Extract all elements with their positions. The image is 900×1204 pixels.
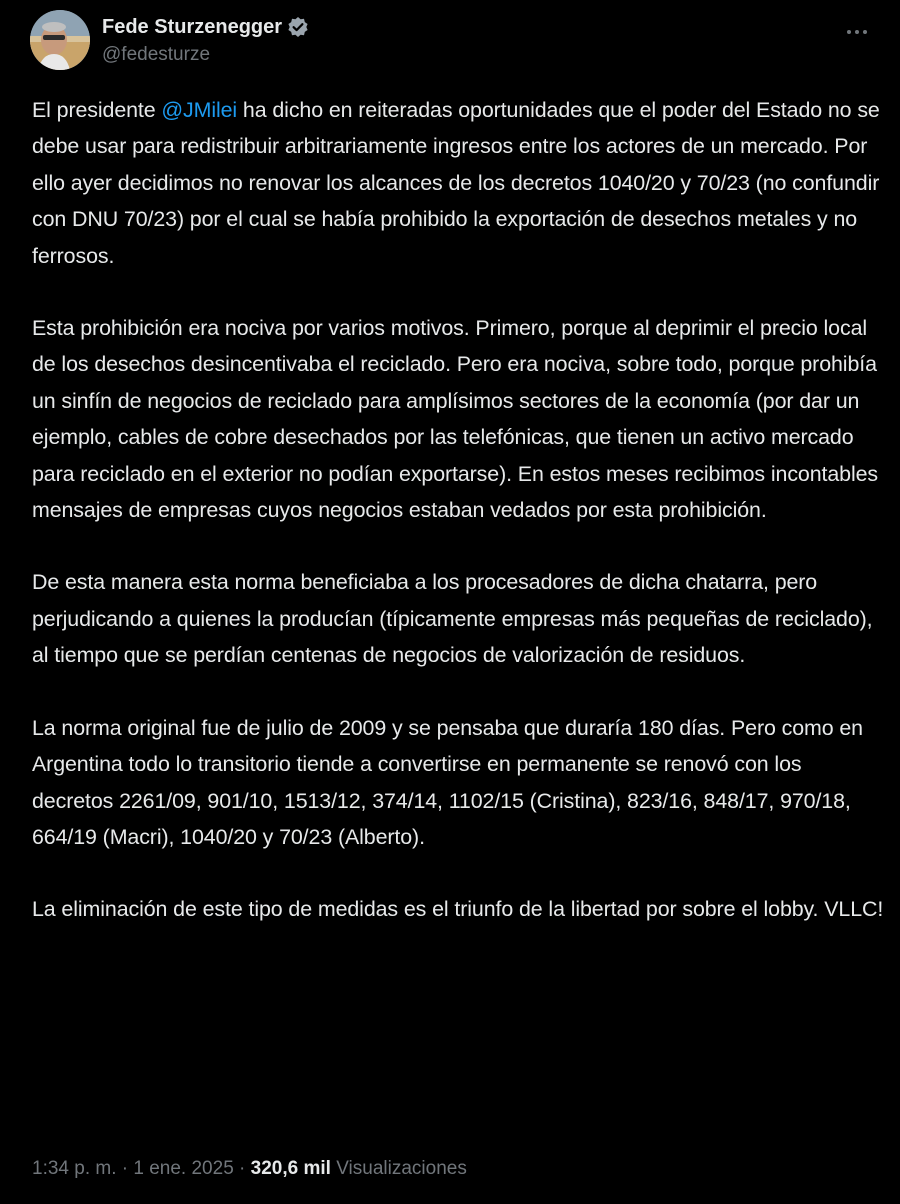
tweet-paragraph-2	[32, 310, 888, 528]
dot	[863, 30, 867, 34]
mention-link[interactable]: @JMilei	[161, 98, 238, 122]
avatar-photo	[30, 10, 90, 70]
author-display-name[interactable]: Fede Sturzenegger	[102, 16, 283, 38]
avatar[interactable]	[30, 10, 90, 70]
verified-badge-icon[interactable]	[287, 16, 309, 38]
tweet-paragraph-1	[32, 92, 888, 274]
text-segment: ha dicho en reiteradas oportunidades que el poder del Estado no se debe usar para redistribuir arbitrariamente ingresos entre los actores de un mercado. Por ello ayer decidimos no renovar los alcances de los decretos 1040/20 y 70/23 (no confundir con DNU 70/23) por el cual se había prohibido la exportación de desechos metales y no ferrosos.	[32, 98, 880, 268]
dot	[847, 30, 851, 34]
text-segment: La norma original fue de julio de 2009 y se pensaba que duraría 180 días. Pero como en Argentina todo lo transitorio tiende a convertirse en permanente se renovó con los decretos 2261/09, 901/10, 1513/12, 374/14, 1102/15 (Cristina), 823/16, 848/17, 970/18, 664/19 (Macri), 1040/20 y 70/23 (Alberto).	[32, 715, 863, 849]
text-segment: La eliminación de este tipo de medidas es el triunfo de la libertad por sobre el lobby. VLLC!	[32, 897, 884, 922]
text-segment: De esta manera esta norma beneficiaba a los procesadores de dicha chatarra, pero perjudicando a quienes la producían (típicamente empresas más pequeñas de reciclado), al tiempo que se perdían centenas de negocios de valorización de residuos.	[32, 570, 873, 668]
author-names	[102, 14, 309, 68]
views-count: 320,6 mil	[250, 1158, 331, 1179]
text-segment: El presidente	[32, 98, 162, 122]
name-row	[102, 14, 309, 40]
author-handle[interactable]: @fedesturze	[102, 44, 211, 65]
tweet-header	[30, 10, 880, 72]
dot	[855, 30, 859, 34]
meta-separator: ·	[233, 1158, 251, 1179]
text-segment: Esta prohibición era nociva por varios motivos. Primero, porque al deprimir el precio local de los desechos desincentivaba el reciclado. Pero era nociva, sobre todo, porque prohibía un sinfín de negocios de reciclado para amplísimos sectores de la economía (por dar un ejemplo, cables de cobre desechados por las telefónicas, que tienen un activo mercado para reciclado en el exterior no podían exportarse). En estos meses recibimos incontables mensajes de empresas cuyos negocios estaban vedados por esta prohibición.	[32, 316, 878, 523]
tweet-meta	[32, 1154, 467, 1184]
meta-separator: ·	[116, 1158, 134, 1179]
tweet-paragraph-5	[32, 891, 888, 927]
more-options-icon[interactable]	[842, 22, 872, 42]
views-label: Visualizaciones	[330, 1158, 467, 1179]
tweet-paragraph-3	[32, 564, 888, 673]
tweet-paragraph-4	[32, 710, 888, 856]
tweet-date[interactable]: 1 ene. 2025	[133, 1158, 234, 1179]
tweet-time[interactable]: 1:34 p. m.	[32, 1158, 117, 1179]
tweet-text	[32, 92, 888, 964]
